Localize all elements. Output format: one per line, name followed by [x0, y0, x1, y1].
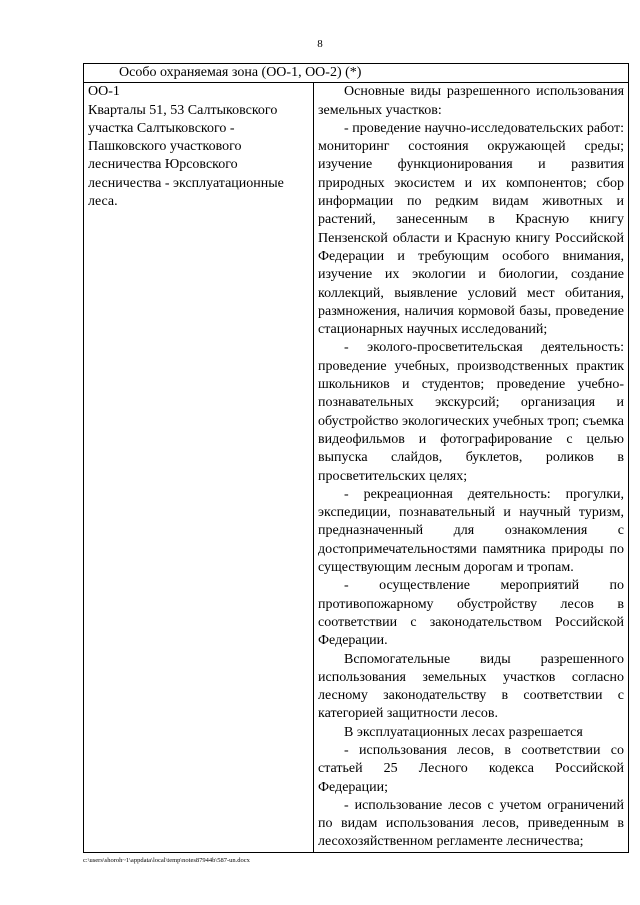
paragraph-auxiliary-uses: Вспомогательные виды разрешенного использования земельных участков согласно лесному законодательству в соответствии с категорией защитности лесов. — [318, 651, 625, 722]
paragraph-exploitation-intro: В эксплуатационных лесах разрешается — [344, 724, 583, 740]
location-line: Пашковского участкового — [88, 139, 242, 155]
paragraph-fire-safety: - осуществление мероприятий по противопожарному обустройству лесов в соответствии с законодательством Российской Федерации. — [318, 578, 625, 649]
location-line: Кварталы 51, 53 Салтыковского — [88, 102, 278, 118]
zone-code: ОО-1 — [88, 84, 120, 100]
location-line: участка Салтыковского - — [88, 120, 235, 136]
table-row — [84, 83, 629, 852]
paragraph-forest-code: - использования лесов, в соответствии со статьей 25 Лесного кодекса Российской Федерации; — [318, 742, 625, 795]
page-number: 8 — [317, 38, 323, 50]
table-header-row — [84, 64, 629, 83]
zone-location-cell — [84, 83, 314, 852]
paragraph-restrictions: - использование лесов с учетом ограничений по видам использования лесов, приведенным в лесохозяйственном регламенте лесничества; — [318, 797, 625, 850]
zoning-table — [83, 63, 629, 853]
footer-file-path: c:\users\shoroh~1\appdata\local\temp\notes87944b\587-un.docx — [83, 857, 250, 864]
permitted-uses-cell — [314, 83, 629, 852]
location-line: леса. — [88, 194, 118, 210]
paragraph-education: - эколого-просветительская деятельность: проведение учебных, производственных практик школьников и студентов; проведение учебно-познавательных экскурсий; организация и обустройство экологических учебных троп; съемка видеофильмов и фотографирование с целью выпуска слайдов, буклетов, роликов в просветительских целях; — [318, 340, 625, 484]
location-line: лесничества - эксплуатационные — [88, 175, 284, 191]
location-line: лесничества Юрсовского — [88, 157, 238, 173]
zone-title: Особо охраняемая зона (ОО-1, ОО-2) (*) — [84, 64, 629, 83]
paragraph-research: - проведение научно-исследовательских работ: мониторинг состояния окружающей среды; изучение функционирования и развития природных экосистем и их компонентов; сбор информации по редким видам животных и растений, занесенным в Красную книгу Пензенской области и Красную книгу Российской Федерации и требующим особого внимания, изучение их экологии и биологии, создание коллекций, выявление условий мест обитания, размножения, наличия кормовой базы, проведение стационарных научных исследований; — [318, 120, 625, 338]
paragraph-recreation: - рекреационная деятельность: прогулки, экспедиции, познавательный и научный туризм, предназначенный для ознакомления с достопримечательностями памятника природы по существующим лесным дорогам и тропам. — [318, 486, 625, 576]
paragraph-main-uses-intro: Основные виды разрешенного использования земельных участков: — [318, 84, 625, 118]
